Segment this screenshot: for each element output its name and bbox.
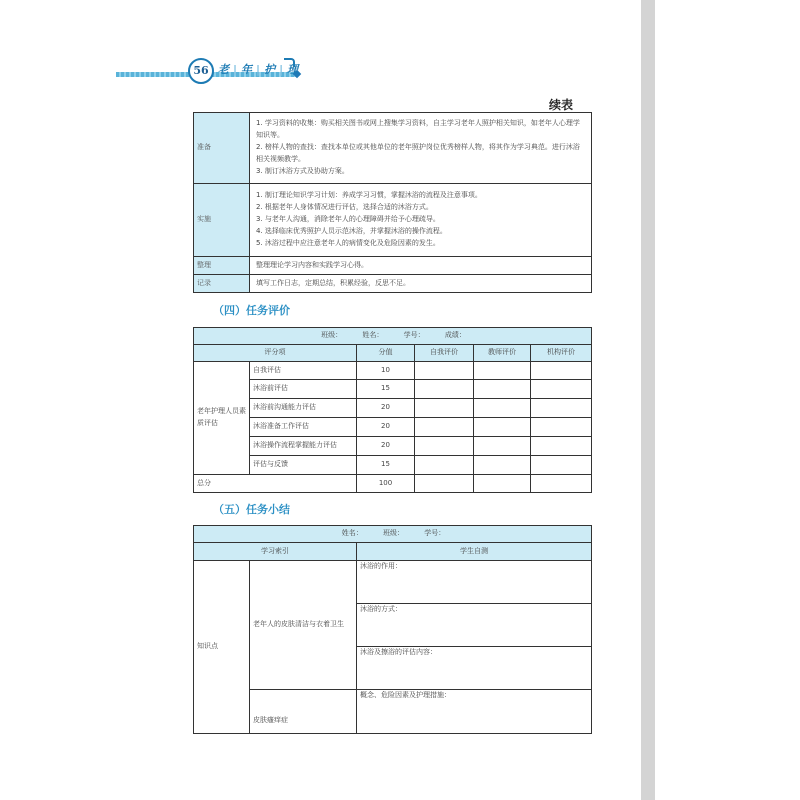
evaluation-table [193,327,592,493]
self-test-cell[interactable] [357,604,592,647]
plan-row-organize [194,257,592,275]
column-header: 评分项 [194,345,357,362]
evaluation-item-score: 15 [357,380,415,399]
plan-row-label: 准备 [194,113,250,184]
summary-group-label: 知识点 [194,561,250,734]
plan-row-record [194,275,592,293]
plan-row-content [250,184,592,257]
running-title-char: 老 [218,63,230,76]
column-header: 学生自测 [357,543,592,561]
institution-eval-cell[interactable] [531,399,592,418]
column-header: 自我评价 [415,345,474,362]
teacher-eval-cell[interactable] [474,418,531,437]
plan-line: 4. 选择临床优秀照护人员示范沐浴，并掌握沐浴的操作流程。 [256,226,447,235]
evaluation-header-row [194,345,592,362]
evaluation-item-name: 评估与反馈 [250,456,357,475]
plan-row-content: 整理理论学习内容和实践学习心得。 [250,257,592,275]
summary-topic: 老年人的皮肤清洁与衣着卫生 [250,561,357,690]
evaluation-item-row [194,399,592,418]
plan-table [193,112,592,293]
column-header: 教师评价 [474,345,531,362]
evaluation-item-row [194,380,592,399]
summary-table [193,525,592,734]
plan-row-label: 记录 [194,275,250,293]
self-eval-cell[interactable] [415,437,474,456]
evaluation-item-name: 沐浴前沟通能力评估 [250,399,357,418]
plan-line: 2. 榜样人物的查找：查找本单位或其他单位的老年照护岗位优秀榜样人物，将其作为学习典范。进行沐浴相关视频教学。 [256,143,580,163]
name-field-label: 姓名： [362,331,384,340]
summary-info-cell [194,526,592,543]
plan-row-label: 整理 [194,257,250,275]
evaluation-item-name: 自我评估 [250,362,357,380]
institution-eval-cell[interactable] [531,380,592,399]
evaluation-item-score: 20 [357,437,415,456]
institution-eval-cell[interactable] [531,362,592,380]
plan-line: 1. 制订理论知识学习计划：养成学习习惯，掌握沐浴的流程及注意事项。 [256,191,482,200]
book-spine-shadow [641,0,655,800]
section-title-evaluation: （四）任务评价 [213,304,290,317]
evaluation-item-score: 10 [357,362,415,380]
evaluation-info-cell [194,328,592,345]
evaluation-item-row [194,418,592,437]
teacher-eval-cell[interactable] [474,380,531,399]
evaluation-item-name: 沐浴准备工作评估 [250,418,357,437]
evaluation-total-row [194,475,592,493]
evaluation-item-row [194,437,592,456]
teacher-eval-cell[interactable] [474,399,531,418]
evaluation-item-name: 沐浴前评估 [250,380,357,399]
plan-line: 2. 根据老年人身体情况进行评估，选择合适的沐浴方式。 [256,203,433,212]
evaluation-item-name: 沐浴操作流程掌握能力评估 [250,437,357,456]
teacher-eval-cell[interactable] [474,437,531,456]
plan-line: 1. 学习资料的收集：购买相关图书或网上搜集学习资料，自主学习老年人照护相关知识，如老年人心理学知识等。 [256,119,580,140]
student-no-field-label: 学号： [403,331,425,340]
plan-line: 5. 沐浴过程中应注意老年人的病情变化及危险因素的发生。 [256,238,440,247]
running-title-char: 护 [264,63,277,76]
evaluation-item-row [194,362,592,380]
institution-eval-cell[interactable] [531,418,592,437]
summary-header-row [194,543,592,561]
running-title: 老 | 年 | 护 | 理 [218,63,300,76]
evaluation-group-label: 老年护理人员素质评估 [194,362,250,475]
class-field-label: 班级： [321,331,343,340]
self-test-cell[interactable] [357,647,592,690]
total-score: 100 [357,475,415,493]
institution-eval-total-cell[interactable] [531,475,592,493]
summary-prompt-row [194,690,592,734]
column-header: 分值 [357,345,415,362]
plan-line: 3. 制订沐浴方式及协助方案。 [256,166,349,175]
summary-topic: 皮肤瘙痒症 [250,690,357,734]
plan-row-label: 实施 [194,184,250,257]
self-eval-cell[interactable] [415,362,474,380]
section-title-summary: （五）任务小结 [213,503,290,516]
self-test-cell[interactable] [357,690,592,734]
teacher-eval-cell[interactable] [474,362,531,380]
self-eval-cell[interactable] [415,456,474,475]
institution-eval-cell[interactable] [531,456,592,475]
continued-label: 续表 [549,98,574,112]
evaluation-info-row [194,328,592,345]
page-number: 56 [188,58,214,84]
evaluation-item-score: 20 [357,418,415,437]
self-test-cell[interactable] [357,561,592,604]
self-test-prompt: 概念、危险因素及护理措施： [360,691,451,699]
self-test-prompt: 沐浴及擦浴的评估内容： [360,648,437,656]
self-eval-cell[interactable] [415,418,474,437]
plan-row-content [250,113,592,184]
total-label: 总分 [194,475,357,493]
column-header: 学习索引 [194,543,357,561]
plan-row-implement [194,184,592,257]
evaluation-item-row [194,456,592,475]
name-field-label: 姓名： [341,529,363,538]
self-eval-cell[interactable] [415,380,474,399]
teacher-eval-total-cell[interactable] [474,475,531,493]
running-title-char: 年 [241,63,254,76]
score-field-label: 成绩： [444,331,466,340]
student-no-field-label: 学号： [424,529,446,538]
summary-prompt-row [194,561,592,604]
column-header: 机构评价 [531,345,592,362]
class-field-label: 班级： [383,529,404,538]
evaluation-item-score: 20 [357,399,415,418]
plan-line: 3. 与老年人沟通，消除老年人的心理障碍并给予心理疏导。 [256,215,440,224]
self-test-prompt: 沐浴的方式： [360,605,402,613]
teacher-eval-cell[interactable] [474,456,531,475]
self-eval-cell[interactable] [415,399,474,418]
evaluation-item-score: 15 [357,456,415,475]
institution-eval-cell[interactable] [531,437,592,456]
self-test-prompt: 沐浴的作用： [360,562,402,570]
header-hook-icon [284,58,295,67]
plan-row-prepare [194,113,592,184]
self-eval-total-cell[interactable] [415,475,474,493]
plan-row-content: 填写工作日志，定期总结，积累经验，反思不足。 [250,275,592,293]
running-title-char: 理 [287,63,300,76]
summary-info-row [194,526,592,543]
